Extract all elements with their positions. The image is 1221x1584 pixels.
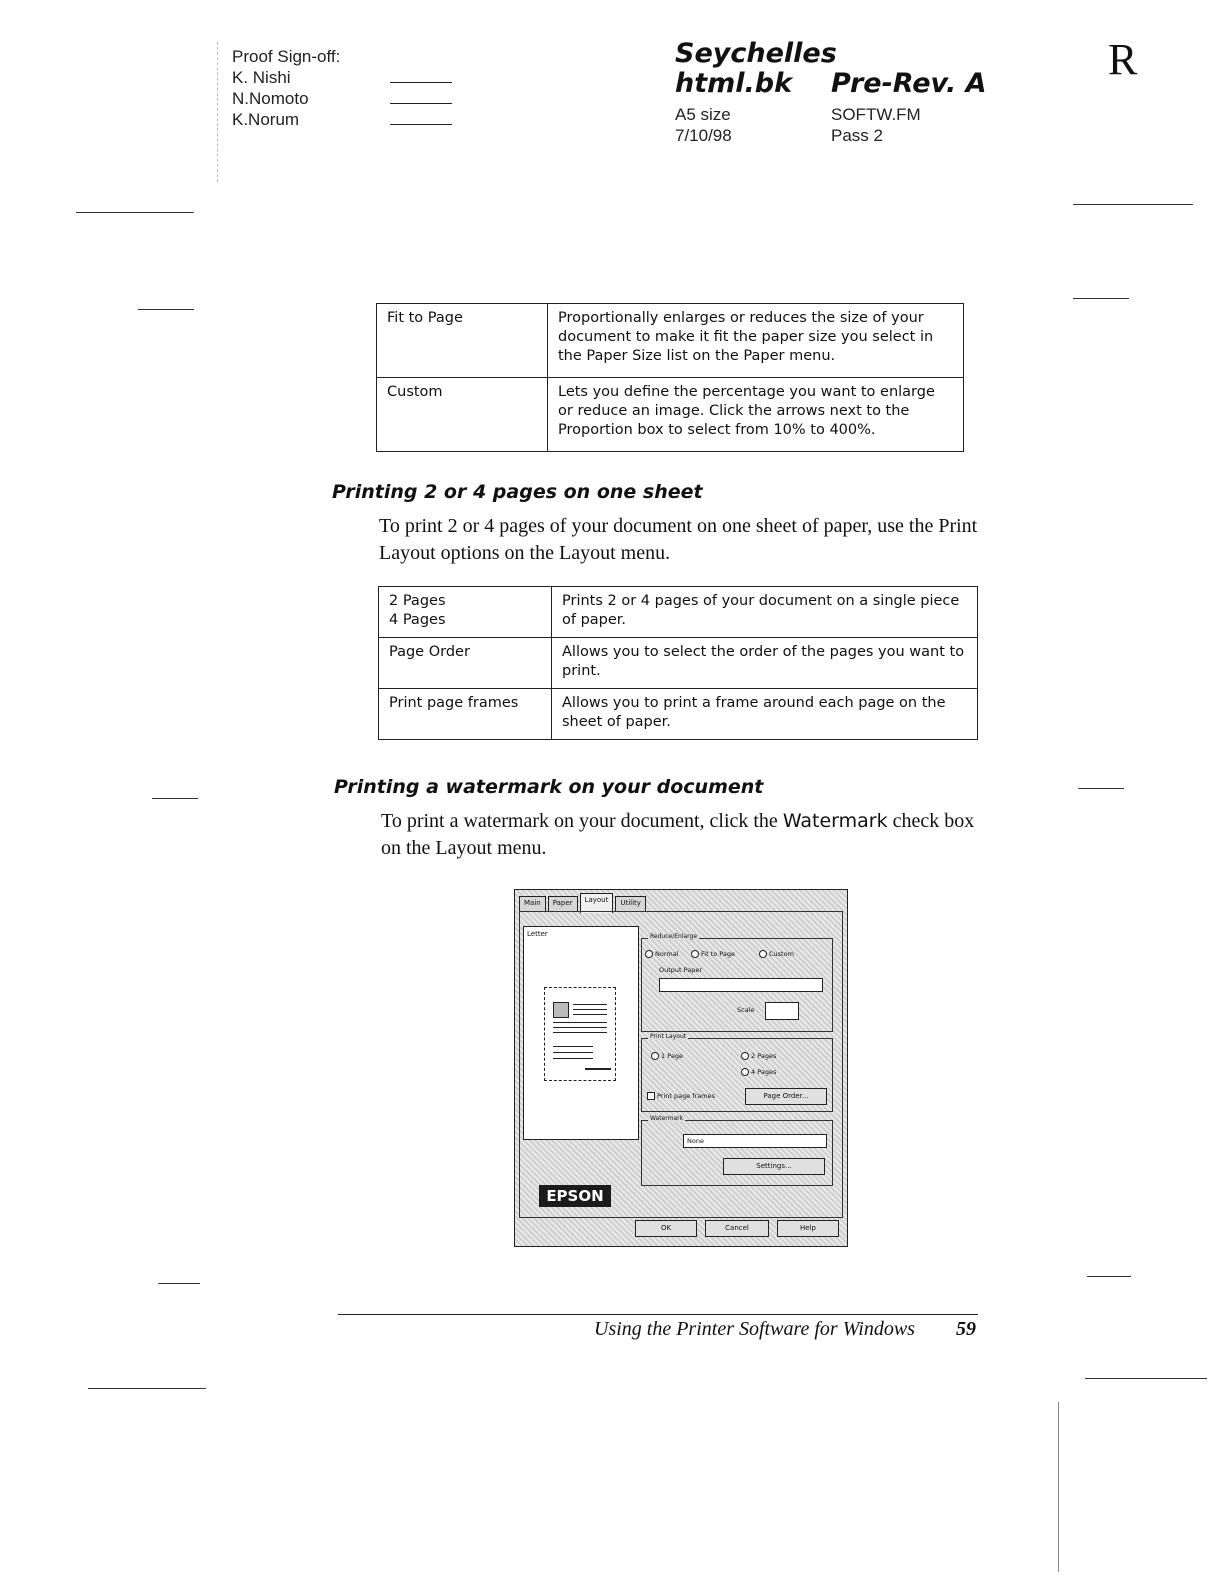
proof-date: 7/10/98 bbox=[675, 126, 732, 145]
proof-signoff-block bbox=[232, 46, 340, 130]
option-term: Page Order bbox=[379, 638, 552, 689]
preview-text-line bbox=[573, 1004, 607, 1005]
project-name: Seychelles bbox=[675, 38, 837, 69]
dialog-tabs bbox=[519, 896, 646, 912]
tab-layout[interactable]: Layout bbox=[580, 893, 614, 913]
crop-mark bbox=[152, 798, 198, 799]
cancel-button[interactable]: Cancel bbox=[705, 1220, 769, 1237]
tab-main[interactable]: Main bbox=[519, 896, 546, 912]
checkbox-icon bbox=[647, 1092, 655, 1100]
body-text: check box on the Layout menu. bbox=[381, 810, 975, 859]
crop-mark bbox=[76, 212, 194, 213]
preview-text-line bbox=[573, 1014, 607, 1015]
table-row bbox=[377, 304, 964, 378]
radio-1-page[interactable] bbox=[651, 1052, 683, 1060]
radio-custom[interactable] bbox=[759, 950, 794, 958]
margin-guide-line bbox=[217, 42, 218, 182]
ui-term: Watermark bbox=[782, 810, 888, 832]
scale-label: Scale bbox=[737, 1006, 755, 1014]
page-order-button[interactable]: Page Order... bbox=[745, 1088, 827, 1105]
watermark-group bbox=[641, 1115, 833, 1186]
crop-mark-vertical bbox=[1058, 1402, 1059, 1572]
corner-letter: R bbox=[1108, 35, 1138, 84]
print-page-frames-checkbox[interactable] bbox=[647, 1092, 715, 1100]
table-row bbox=[377, 378, 964, 452]
preview-text-line bbox=[553, 1022, 607, 1023]
radio-4-pages[interactable] bbox=[741, 1068, 776, 1076]
group-title: Reduce/Enlarge bbox=[650, 933, 698, 940]
preview-text-line bbox=[553, 1027, 607, 1028]
table-row bbox=[379, 587, 978, 638]
radio-label: Normal bbox=[655, 950, 679, 958]
preview-text-line bbox=[553, 1046, 593, 1047]
checkbox-label: Print page frames bbox=[657, 1092, 715, 1100]
epson-logo: EPSON bbox=[539, 1185, 611, 1207]
crop-mark bbox=[1085, 1378, 1207, 1379]
radio-label: Custom bbox=[769, 950, 794, 958]
crop-mark bbox=[1087, 1276, 1131, 1277]
section-heading: Printing a watermark on your document bbox=[334, 776, 764, 798]
group-title: Watermark bbox=[650, 1115, 684, 1122]
option-description: Proportionally enlarges or reduces the size of your document to make it fit the paper size you select in the Paper Size list on the Paper menu. bbox=[548, 304, 964, 378]
page-number: 59 bbox=[956, 1318, 976, 1340]
body-text: To print a watermark on your document, click the bbox=[381, 810, 783, 832]
preview-text-line bbox=[553, 1032, 607, 1033]
footer-chapter-title: Using the Printer Software for Windows bbox=[594, 1318, 915, 1340]
watermark-select[interactable] bbox=[683, 1134, 827, 1148]
radio-normal[interactable] bbox=[645, 950, 679, 958]
radio-icon bbox=[759, 950, 767, 958]
table-row bbox=[379, 689, 978, 740]
preview-text-line bbox=[553, 1052, 593, 1053]
print-layout-options-table bbox=[378, 586, 978, 740]
option-term bbox=[379, 587, 552, 638]
radio-label: 4 Pages bbox=[751, 1068, 777, 1076]
pass-number: Pass 2 bbox=[831, 126, 883, 145]
crop-mark bbox=[158, 1283, 200, 1284]
option-description: Prints 2 or 4 pages of your document on a single piece of paper. bbox=[552, 587, 978, 638]
option-description: Allows you to print a frame around each page on the sheet of paper. bbox=[552, 689, 978, 740]
scale-stepper[interactable] bbox=[765, 1002, 799, 1020]
preview-text-line bbox=[553, 1058, 593, 1059]
radio-2-pages[interactable] bbox=[741, 1052, 776, 1060]
option-term: Print page frames bbox=[379, 689, 552, 740]
section-heading: Printing 2 or 4 pages on one sheet bbox=[332, 481, 703, 503]
output-paper-label: Output Paper bbox=[659, 966, 703, 974]
crop-mark bbox=[88, 1388, 206, 1389]
tab-utility[interactable]: Utility bbox=[615, 896, 646, 912]
option-term: Fit to Page bbox=[377, 304, 548, 378]
layout-dialog-screenshot bbox=[514, 889, 848, 1247]
option-description: Allows you to select the order of the pages you want to print. bbox=[552, 638, 978, 689]
page-size: A5 size bbox=[675, 105, 731, 124]
watermark-settings-button[interactable]: Settings... bbox=[723, 1158, 825, 1175]
output-paper-select[interactable] bbox=[659, 978, 823, 992]
body-paragraph: To print 2 or 4 pages of your document on one sheet of paper, use the Print Layout options on the Layout menu. bbox=[379, 515, 978, 564]
crop-mark bbox=[1078, 788, 1124, 789]
page-preview bbox=[523, 926, 639, 1140]
radio-label: Fit to Page bbox=[701, 950, 736, 958]
help-button[interactable]: Help bbox=[777, 1220, 839, 1237]
radio-icon bbox=[741, 1052, 749, 1060]
proof-name: K. Nishi bbox=[232, 68, 291, 87]
preview-image-block bbox=[553, 1002, 569, 1018]
radio-label: 2 Pages bbox=[751, 1052, 777, 1060]
ok-button[interactable]: OK bbox=[635, 1220, 697, 1237]
signature-line bbox=[390, 103, 452, 104]
preview-text-line bbox=[573, 1009, 607, 1010]
radio-icon bbox=[651, 1052, 659, 1060]
preview-document-icon bbox=[544, 987, 616, 1081]
radio-icon bbox=[645, 950, 653, 958]
proof-name: N.Nomoto bbox=[232, 89, 309, 108]
reduce-enlarge-options-table bbox=[376, 303, 964, 452]
proof-name: K.Norum bbox=[232, 110, 300, 129]
watermark-value: None bbox=[687, 1137, 704, 1145]
radio-label: 1 Page bbox=[661, 1052, 683, 1060]
file-name: SOFTW.FM bbox=[831, 105, 921, 124]
preview-text-line bbox=[585, 1068, 611, 1070]
radio-fit-to-page[interactable] bbox=[691, 950, 735, 958]
option-term: Custom bbox=[377, 378, 548, 452]
signature-line bbox=[390, 82, 452, 83]
option-description: Lets you define the percentage you want to enlarge or reduce an image. Click the arrows next to the Proportion box to select from 10% to 400%. bbox=[548, 378, 964, 452]
radio-icon bbox=[741, 1068, 749, 1076]
crop-mark bbox=[1073, 204, 1193, 205]
option-term-line: 4 Pages bbox=[389, 612, 446, 628]
body-paragraph bbox=[381, 808, 981, 862]
book-name: html.bk bbox=[675, 68, 793, 99]
crop-mark bbox=[138, 309, 194, 310]
footer-rule bbox=[338, 1314, 978, 1315]
proof-title: Proof Sign-off: bbox=[232, 47, 341, 66]
tab-paper[interactable]: Paper bbox=[548, 896, 578, 912]
table-row bbox=[379, 638, 978, 689]
revision-label: Pre-Rev. A bbox=[831, 68, 987, 99]
signature-line bbox=[390, 124, 452, 125]
paper-size-label: Letter bbox=[527, 930, 548, 938]
option-term-line: 2 Pages bbox=[389, 593, 446, 609]
group-title: Print Layout bbox=[650, 1033, 687, 1040]
radio-icon bbox=[691, 950, 699, 958]
crop-mark bbox=[1073, 298, 1129, 299]
